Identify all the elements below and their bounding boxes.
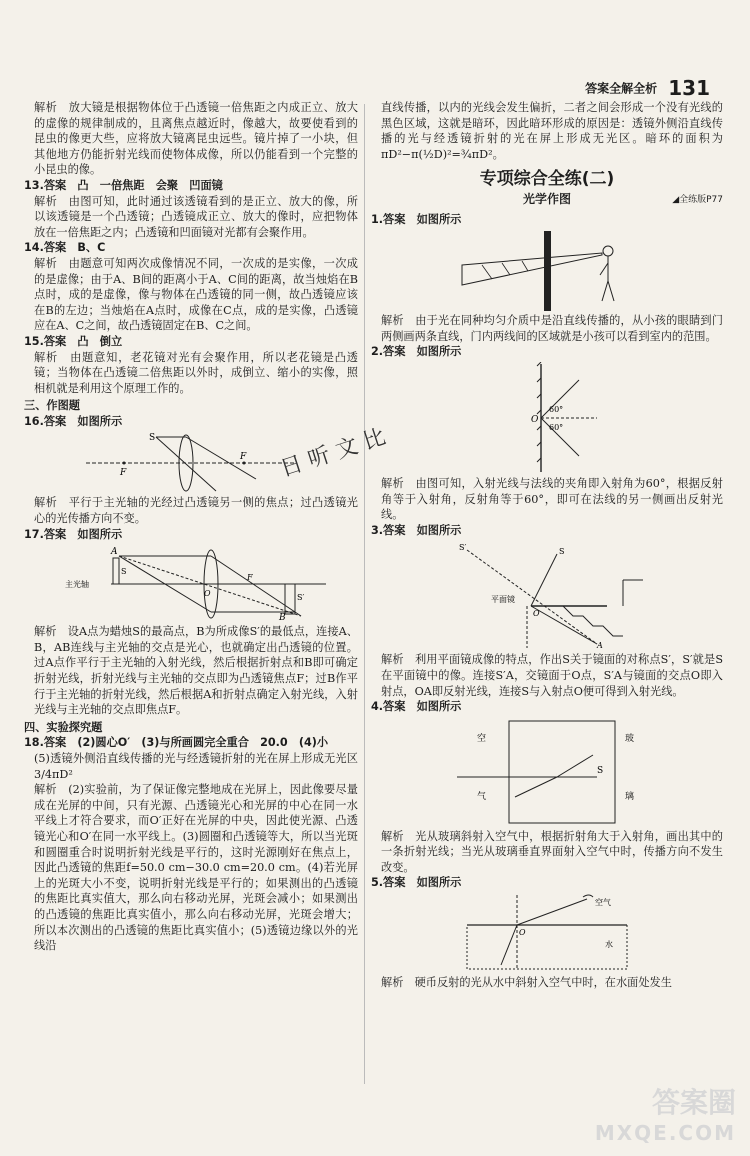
r3-label-mirror: 平面镜 [491, 595, 515, 605]
analysis-15: 解析 由题意知，老花镜对光有会聚作用，所以老花镜是凸透镜；当物体在凸透镜二倍焦距以外时，成倒立、缩小的实像，照相机就是利用这个原理工作的。 [34, 350, 358, 395]
section-subtitle [371, 192, 723, 208]
answer-17: 17.答案 如图所示 [24, 527, 123, 541]
answer-r4: 4.答案 如图所示 [371, 700, 462, 714]
figure-r2-reflection [487, 362, 607, 474]
analysis-r3: 解析 利用平面镜成像的特点，作出S关于镜面的对称点S′，S′就是S在平面镜中的像。连接S′A，交镜面于O点，S′A与镜面的交点O即入射点，OA即反射光线，连接S与入射点O便可得到入射光线。 [381, 653, 723, 698]
answer-16: 16.答案 如图所示 [24, 414, 123, 428]
analysis-12: 解析 放大镜是根据物体位于凸透镜一倍焦距之内成正立、放大的虚像的规律制成的，且离焦点越近时，像越大，故要使看到的昆虫的像更大些，应将放大镜离昆虫远些。镜片掉了一小块，但其他地方仍能折射光线而使物体成像，所以仍能看到一个完整的小昆虫的像。 [34, 101, 358, 177]
fig17-label-axis: 主光轴 [65, 580, 89, 590]
practice-reference: ◢全练版P77 [672, 194, 723, 205]
figure-r4-glass-refraction [447, 717, 647, 827]
r2-label-o: O [531, 414, 539, 425]
answer-15: 15.答案 凸 倒立 [24, 334, 123, 348]
figure-17-lens [51, 544, 331, 622]
fig16-label-f-right: F [240, 452, 247, 463]
fig17-label-s: S [121, 567, 127, 577]
fig17-label-o: O [204, 589, 211, 599]
figure-r3-plane-mirror [447, 540, 647, 650]
answer-13: 13.答案 凸 一倍焦距 会聚 凹面镜 [24, 178, 223, 192]
r4-label-s: S [597, 765, 604, 776]
page-header [585, 76, 710, 100]
ink-stamp: 日 听 文 比 [277, 424, 389, 483]
fig17-label-a: A [111, 547, 118, 558]
analysis-r4: 解析 光从玻璃斜射入空气中，根据折射角大于入射角，画出其中的一条折射光线；当光从玻璃垂直界面射入空气中时，传播方向不发生改变。 [381, 829, 723, 874]
fig16-label-s: S [149, 433, 156, 444]
r4-label-glass2: 璃 [625, 791, 635, 802]
watermark-logo: 答案圈 [651, 1086, 736, 1119]
right-column [371, 100, 723, 991]
answer-18-part1: 18.答案 (2)圆心O′ (3)与所画圆完全重合 20.0 (4)小 [24, 736, 329, 750]
analysis-17: 解析 设A点为蜡烛S的最高点，B为所成像S′的最低点，连接A、B，AB连线与主光轴的交点是光心，也就确定出凸透镜的位置。过A点作平行于主光轴的入射光线，然后根据折射点和B即可确定折射光线，折射光线与主光轴的交点即为凸透镜焦点F；过B作平行于主光轴的折射光线，然后根据A和折射点确定入射光线，入射光线与主光轴的交点即焦点F。 [34, 625, 358, 717]
answer-14: 14.答案 B、C [24, 241, 106, 255]
analysis-16: 解析 平行于主光轴的光经过凸透镜另一侧的焦点；过凸透镜光心的光传播方向不变。 [34, 496, 358, 526]
analysis-14: 解析 由题意可知两次成像情况不同，一次成的是实像，一次成的是虚像；由于A、B间的距离小于A、C间的距离，故当烛焰在B点时，成的是虚像，像与物体在凸透镜的同一侧，故凸透镜应该在B的左边；当烛焰在A点时，成像在C点，成的是实像，凸透镜应在A、C之间，故凸透镜固定在B、C之间。 [34, 256, 358, 333]
section-title: 专项综合全练(二) [479, 169, 615, 190]
watermark [595, 1088, 736, 1148]
fig17-label-b: B [279, 613, 286, 623]
fig16-label-f-left: F [120, 468, 127, 479]
r3-label-s: S [559, 547, 565, 557]
r3-label-o: O [533, 609, 540, 619]
r4-label-qi: 气 [477, 791, 487, 802]
figure-16-lens [76, 431, 306, 493]
analysis-18: 解析 (2)实验前，为了保证像完整地成在光屏上，因此像要尽量成在光屏的中间，只有光源、凸透镜光心和光屏的中心在同一水平线上才符合要求，而O′正好在光屏的中央，因此使光源、凸透镜光心和O′在同一水平线上。(3)圆圈和凸透镜等大，所以当光斑和圆圈重合时说明折射光线是平行的，这时光源刚好在焦点上，因此凸透镜的焦距f=50.0 cm−30.0 cm=20.0 cm。(4)若光屏上的光斑大小不变，说明折射光线是平行的；如果测出的凸透镜的焦距比真实值大，那么向右移动光屏，光斑会减小；如果测出的凸透镜的焦距比真实值小，那么向右移动光屏，光斑会增大；所以本次测出的凸透镜的焦距比真实值小；(5)透镜边缘以外的光线沿 [34, 783, 358, 953]
subtitle-text: 光学作图 [522, 191, 571, 206]
section-experiment: 四、实验探究题 [24, 720, 103, 734]
answer-r1: 1.答案 如图所示 [371, 212, 462, 226]
fig17-label-f: F [247, 573, 253, 583]
r4-label-air: 空 [477, 733, 487, 744]
column-divider [364, 104, 365, 1084]
watermark-url: MXQE.COM [594, 1121, 736, 1145]
answer-r2: 2.答案 如图所示 [371, 345, 462, 359]
analysis-r2: 解析 由图可知，入射光线与法线的夹角即入射角为60°，根据反射角等于入射角，反射角等于60°，即可在法线的另一侧画出反射光线。 [381, 476, 723, 522]
r2-label-angle1: 60° [549, 404, 564, 414]
r3-label-sprime: S′ [459, 543, 467, 553]
page-number: 131 [668, 76, 710, 100]
fig17-label-sprime: S′ [297, 593, 305, 603]
r3-label-a: A [597, 641, 603, 651]
analysis-13: 解析 由图可知，此时通过该透镜看到的是正立、放大的像，所以该透镜是一个凸透镜；凸透镜成正立、放大的像时，应把物体放在一倍焦距之内；凸透镜和凹面镜对光都有会聚作用。 [34, 194, 358, 239]
analysis-r5: 解析 硬币反射的光从水中斜射入空气中时，在水面处发生 [381, 976, 672, 990]
answer-18-part2: (5)透镜外侧沿直线传播的光与经透镜折射的光在屏上形成无光区 3/4πD² [34, 752, 370, 781]
analysis-r1: 解析 由于光在同种均匀介质中是沿直线传播的，从小孩的眼睛到门两侧画两条直线，门内两线间的区域就是小孩可以看到室内的范围。 [381, 314, 723, 343]
figure-r1-door-child [452, 229, 642, 311]
header-label: 答案全解全析 [585, 81, 658, 96]
r5-label-air: 空气 [595, 898, 611, 908]
left-column [24, 100, 370, 954]
answer-r3: 3.答案 如图所示 [371, 523, 462, 537]
answer-r5: 5.答案 如图所示 [371, 876, 462, 890]
r2-label-angle2: 60° [549, 422, 564, 432]
r5-label-o: O [519, 928, 526, 938]
section-drawing: 三、作图题 [24, 399, 80, 413]
analysis-18-continued: 直线传播，以内的光线会发生偏折，二者之间会形成一个没有光线的黑色区域，这就是暗环，因此暗环形成的原因是：透镜外侧沿直线传播的光与经透镜折射的光在屏上形成无光区。暗环的面积为πD²−π(½D)²=¾πD²。 [381, 101, 723, 161]
r5-label-water: 水 [605, 940, 613, 950]
r4-label-glass1: 玻 [625, 733, 635, 744]
figure-r5-water-refraction [457, 893, 637, 973]
